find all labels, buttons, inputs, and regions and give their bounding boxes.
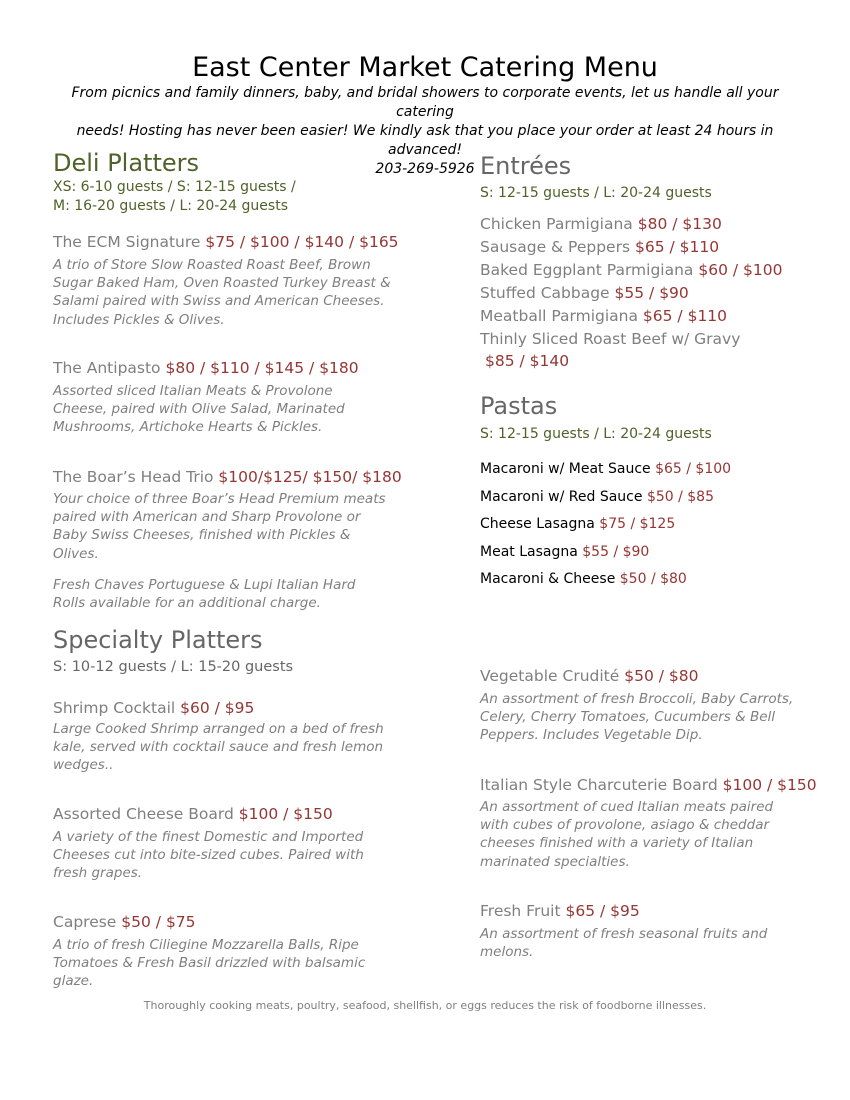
item-price: $80 / $130 (637, 215, 722, 233)
item-name: Sausage & Peppers (480, 237, 631, 256)
item-name: Meatball Parmigiana (480, 306, 638, 325)
entrees-heading: Entrées (480, 152, 572, 180)
item-name: Baked Eggplant Parmigiana (480, 260, 694, 279)
entree-item (480, 213, 782, 236)
deli-item-ecm-signature (53, 231, 399, 253)
entrees-list (480, 213, 782, 373)
item-price: $100 / $150 (238, 805, 333, 823)
item-name: The ECM Signature (53, 233, 201, 251)
item-name: Meat Lasagna (480, 543, 578, 560)
specialty-item-caprese (53, 911, 196, 933)
item-description: An assortment of fresh Broccoli, Baby Carrots, Celery, Cherry Tomatoes, Cucumbers & Bell Peppers. Includes Vegetable Dip. (480, 691, 794, 744)
intro-line-2: needs! Hosting has never been easier! We kindly ask that you place your order at least 24 hours in advanced! (76, 123, 774, 158)
item-name: The Antipasto (53, 359, 161, 377)
entree-item-price-continued (480, 350, 782, 373)
pasta-item (480, 487, 731, 507)
item-name: Caprese (53, 913, 117, 931)
item-name: Stuffed Cabbage (480, 283, 610, 302)
item-price: $50 / $80 (624, 667, 699, 685)
entree-item (480, 236, 782, 259)
item-price: $85 / $140 (485, 352, 570, 371)
item-name: Macaroni & Cheese (480, 571, 616, 587)
item-description: A variety of the finest Domestic and Imported Cheeses cut into bite-sized cubes. Paired with fresh grapes. (53, 829, 364, 882)
specialty-item-charcuterie-board (480, 774, 817, 796)
specialty-sizes: S: 10-12 guests / L: 15-20 guests (53, 659, 294, 675)
item-price: $75 / $100 / $140 / $165 (205, 233, 399, 251)
item-description: Your choice of three Boar’s Head Premium meats paired with American and Sharp Provolone or Baby Swiss Cheeses, finished with Pickles & Olives. (53, 491, 386, 562)
item-price: $55 / $90 (582, 543, 650, 560)
item-description: A trio of fresh Ciliegine Mozzarella Balls, Ripe Tomatoes & Fresh Basil drizzled with balsamic glaze. (53, 937, 366, 990)
food-safety-disclaimer: Thoroughly cooking meats, poultry, seafood, shellfish, or eggs reduces the risk of foodborne illnesses. (143, 999, 707, 1012)
pastas-list (480, 459, 731, 589)
item-price: $60 / $100 (698, 260, 783, 279)
item-price: $50 / $75 (121, 913, 196, 931)
item-price: $50 / $80 (619, 571, 687, 587)
entrees-sizes: S: 12-15 guests / L: 20-24 guests (480, 185, 712, 201)
item-name: Chicken Parmigiana (480, 215, 633, 233)
item-name: Macaroni w/ Red Sauce (480, 488, 643, 505)
item-price: $100 / $150 (722, 776, 817, 794)
item-price: $75 / $125 (599, 516, 676, 532)
rolls-note: Fresh Chaves Portuguese & Lupi Italian Hard Rolls available for an additional charge. (53, 577, 356, 612)
item-price: $65 / $110 (634, 237, 720, 256)
item-name: Macaroni w/ Meat Sauce (480, 461, 651, 477)
item-name: Vegetable Crudité (480, 667, 620, 685)
pasta-item (480, 542, 731, 562)
item-price: $50 / $85 (646, 488, 714, 505)
pasta-item (480, 569, 731, 589)
pasta-item (480, 514, 731, 534)
pastas-sizes: S: 12-15 guests / L: 20-24 guests (480, 426, 712, 442)
deli-item-antipasto (53, 357, 359, 379)
specialty-item-shrimp-cocktail (53, 697, 254, 719)
pasta-item (480, 459, 731, 479)
deli-sizes-line-2: M: 16-20 guests / L: 20-24 guests (53, 198, 288, 214)
item-description: Assorted sliced Italian Meats & Provolone Cheese, paired with Olive Salad, Marinated Mushrooms, Artichoke Hearts & Pickles. (53, 383, 345, 436)
specialty-item-fresh-fruit (480, 900, 640, 922)
phone-number: 203-269-5926 (375, 161, 475, 177)
entree-item (480, 305, 782, 328)
deli-sizes-line-1: XS: 6-10 guests / S: 12-15 guests / (53, 179, 296, 195)
page-title: East Center Market Catering Menu (192, 52, 658, 83)
item-price: $65 / $95 (565, 902, 640, 920)
deli-heading: Deli Platters (53, 149, 200, 177)
item-name: Thinly Sliced Roast Beef w/ Gravy (480, 329, 741, 348)
entree-item (480, 328, 782, 351)
item-price: $55 / $90 (614, 283, 689, 302)
item-price: $100/$125/ $150/ $180 (218, 468, 402, 486)
deli-item-boars-head-trio (53, 466, 402, 488)
item-price: $60 / $95 (180, 699, 255, 717)
item-name: Cheese Lasagna (480, 516, 595, 532)
item-name: Assorted Cheese Board (53, 805, 234, 823)
pastas-heading: Pastas (480, 392, 558, 420)
item-name: Shrimp Cocktail (53, 699, 176, 717)
specialty-item-cheese-board (53, 803, 333, 825)
item-price: $65 / $100 (655, 461, 732, 477)
specialty-heading: Specialty Platters (53, 626, 263, 654)
item-name: Fresh Fruit (480, 902, 561, 920)
intro-line-1: From picnics and family dinners, baby, and bridal showers to corporate events, let us handle all your catering (71, 85, 779, 120)
item-description: A trio of Store Slow Roasted Roast Beef, Brown Sugar Baked Ham, Oven Roasted Turkey Breast & Salami paired with Swiss and American Cheeses. Includes Pickles & Olives. (53, 257, 391, 328)
entree-item (480, 282, 782, 305)
entree-item (480, 259, 782, 282)
item-description: An assortment of cued Italian meats paired with cubes of provolone, asiago & cheddar cheeses finished with a variety of Italian marinated specialties. (480, 799, 774, 870)
item-price: $80 / $110 / $145 / $180 (165, 359, 359, 377)
specialty-item-vegetable-crudite (480, 665, 698, 687)
deli-sizes (53, 178, 296, 216)
item-name: Italian Style Charcuterie Board (480, 776, 718, 794)
item-description: Large Cooked Shrimp arranged on a bed of fresh kale, served with cocktail sauce and fresh lemon wedges.. (53, 721, 384, 774)
item-name: The Boar’s Head Trio (53, 468, 214, 486)
item-price: $65 / $110 (642, 306, 728, 325)
item-description: An assortment of fresh seasonal fruits and melons. (480, 926, 768, 961)
